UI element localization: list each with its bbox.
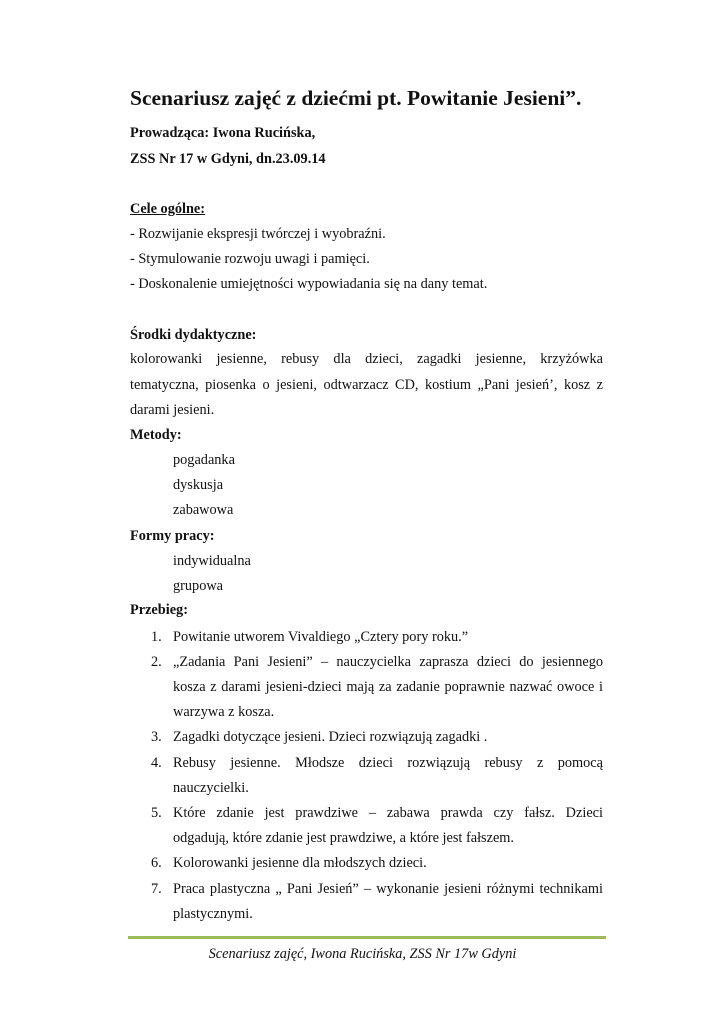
materials-heading: Środki dydaktyczne: (130, 327, 257, 343)
step-number: 4. (151, 755, 162, 771)
methods-heading: Metody: (130, 427, 182, 443)
step-text: Rebusy jesienne. Młodsze dzieci rozwiązują rebusy z pomocą (173, 755, 603, 771)
step-number: 5. (151, 805, 162, 821)
step-text: Praca plastyczna „ Pani Jesień” – wykonanie jesieni różnymi technikami (173, 881, 603, 897)
step-text: nauczycielki. (173, 780, 249, 796)
leader-line: Prowadząca: Iwona Rucińska, (130, 125, 316, 141)
method-item: dyskusja (173, 477, 224, 493)
form-item: grupowa (173, 578, 224, 594)
footer-rule (128, 936, 606, 939)
goal-item: - Stymulowanie rozwoju uwagi i pamięci. (130, 251, 370, 267)
step-text: Kolorowanki jesienne dla młodszych dzieci. (173, 855, 427, 871)
step-text: warzywa z kosza. (173, 704, 275, 720)
goals-heading: Cele ogólne: (130, 201, 206, 217)
page-footer: Scenariusz zajęć, Iwona Rucińska, ZSS Nr 17w Gdyni (208, 946, 517, 962)
step-text: kosza z darami jesieni-dzieci mają za zadanie poprawnie nazwać owoce i (173, 679, 603, 695)
step-text: plastycznymi. (173, 906, 253, 922)
step-text: Powitanie utworem Vivaldiego „Cztery pory roku.” (173, 629, 469, 645)
step-number: 2. (151, 654, 162, 670)
goal-item: - Doskonalenie umiejętności wypowiadania się na dany temat. (130, 276, 488, 292)
goal-item: - Rozwijanie ekspresji twórczej i wyobraźni. (130, 226, 386, 242)
page-title: Scenariusz zajęć z dziećmi pt. Powitanie Jesieni”. (130, 86, 582, 110)
materials-line: tematyczna, piosenka o jesieni, odtwarzacz CD, kostium „Pani jesień’, kosz z (130, 377, 603, 393)
step-number: 6. (151, 855, 162, 871)
method-item: pogadanka (173, 452, 235, 468)
materials-line: darami jesieni. (130, 402, 215, 418)
step-text: Zagadki dotyczące jesieni. Dzieci rozwiązują zagadki . (173, 729, 488, 745)
step-number: 3. (151, 729, 162, 745)
form-item: indywidualna (173, 553, 251, 569)
method-item: zabawowa (173, 502, 234, 518)
step-text: „Zadania Pani Jesieni” – nauczycielka zaprasza dzieci do jesiennego (173, 654, 603, 670)
materials-line: kolorowanki jesienne, rebusy dla dzieci, zagadki jesienne, krzyżówka (130, 351, 603, 367)
course-heading: Przebieg: (130, 602, 188, 618)
step-number: 1. (151, 629, 162, 645)
forms-heading: Formy pracy: (130, 528, 215, 544)
school-line: ZSS Nr 17 w Gdyni, dn.23.09.14 (130, 151, 326, 167)
step-number: 7. (151, 881, 162, 897)
step-text: Które zdanie jest prawdziwe – zabawa prawda czy fałsz. Dzieci (173, 805, 603, 821)
step-text: odgadują, które zdanie jest prawdziwe, a które jest fałszem. (173, 830, 515, 846)
